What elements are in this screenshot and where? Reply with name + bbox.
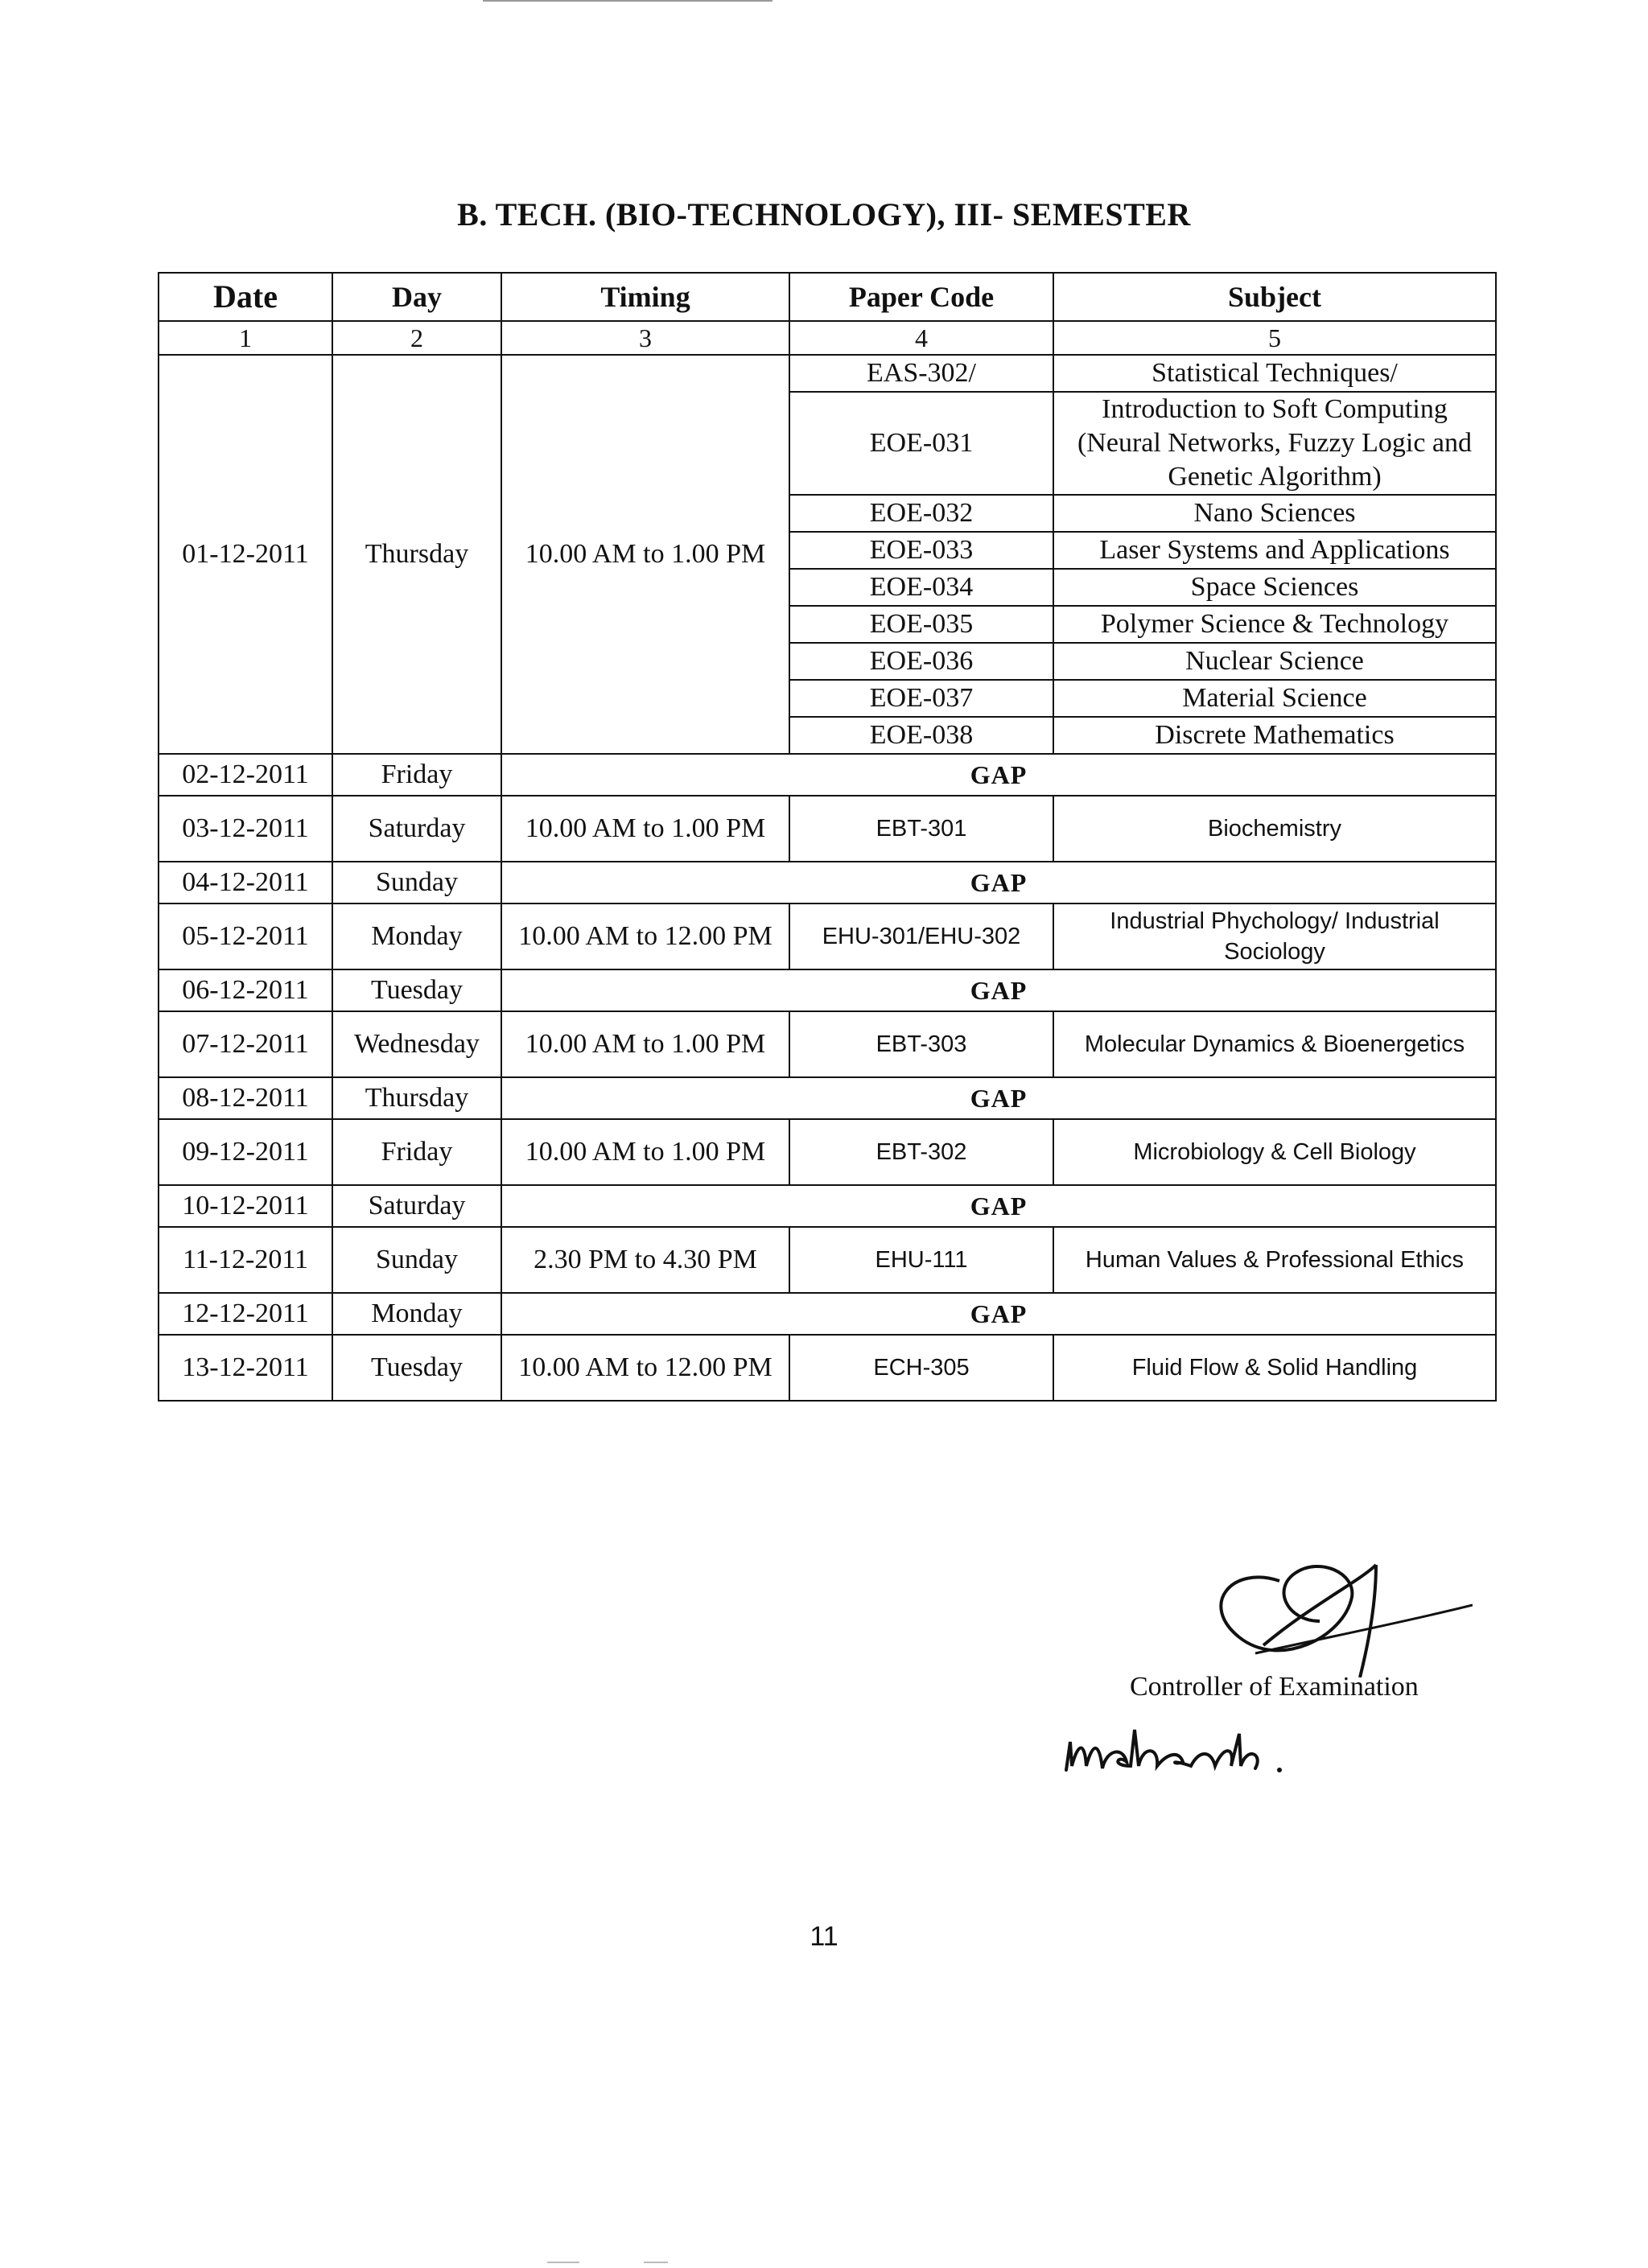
paper-code-cell: EBT-301 [789, 796, 1053, 862]
column-number: 1 [159, 321, 332, 355]
header-timing: Timing [501, 273, 789, 321]
subject-cell: Laser Systems and Applications [1053, 532, 1496, 569]
subject-cell: Polymer Science & Technology [1053, 606, 1496, 643]
day-cell: Wednesday [332, 1011, 501, 1077]
timing-cell: 10.00 AM to 12.00 PM [501, 903, 789, 969]
subject-cell: Introduction to Soft Computing (Neural Networks, Fuzzy Logic and Genetic Algorithm) [1053, 392, 1496, 495]
table-row [159, 1185, 1496, 1227]
day-cell: Sunday [332, 862, 501, 903]
date-cell: 01-12-2011 [159, 355, 332, 754]
paper-code-cell: EAS-302/ [789, 355, 1053, 392]
table-row [159, 355, 1496, 392]
day-cell: Monday [332, 903, 501, 969]
date-cell: 13-12-2011 [159, 1335, 332, 1401]
subject-cell: Microbiology & Cell Biology [1053, 1119, 1496, 1185]
paper-code-cell: EOE-038 [789, 717, 1053, 754]
day-cell: Friday [332, 754, 501, 796]
day-cell: Saturday [332, 796, 501, 862]
paper-code-cell: EOE-035 [789, 606, 1053, 643]
paper-code-cell: EOE-031 [789, 392, 1053, 495]
day-cell: Thursday [332, 355, 501, 754]
paper-code-cell: EHU-111 [789, 1227, 1053, 1293]
subject-cell: Fluid Flow & Solid Handling [1053, 1335, 1496, 1401]
table-row [159, 1227, 1496, 1293]
table-row [159, 754, 1496, 796]
header-paper-code: Paper Code [789, 273, 1053, 321]
date-cell: 06-12-2011 [159, 969, 332, 1011]
day-cell: Tuesday [332, 1335, 501, 1401]
table-row [159, 903, 1496, 969]
subject-cell: Statistical Techniques/ [1053, 355, 1496, 392]
timing-cell: 10.00 AM to 1.00 PM [501, 1119, 789, 1185]
timing-cell: 10.00 AM to 12.00 PM [501, 1335, 789, 1401]
column-number-row [159, 321, 1496, 355]
top-rule [483, 0, 772, 2]
table-row [159, 1119, 1496, 1185]
day-cell: Friday [332, 1119, 501, 1185]
subject-cell: Material Science [1053, 680, 1496, 717]
date-cell: 02-12-2011 [159, 754, 332, 796]
gap-cell: GAP [501, 969, 1496, 1011]
paper-code-cell: EOE-037 [789, 680, 1053, 717]
day-cell: Tuesday [332, 969, 501, 1011]
subject-cell: Discrete Mathematics [1053, 717, 1496, 754]
paper-code-cell: EBT-302 [789, 1119, 1053, 1185]
paper-code-cell: EOE-033 [789, 532, 1053, 569]
subject-cell: Molecular Dynamics & Bioenergetics [1053, 1011, 1496, 1077]
bottom-mark [547, 2262, 579, 2263]
paper-code-cell: EOE-036 [789, 643, 1053, 680]
date-cell: 05-12-2011 [159, 903, 332, 969]
table-row [159, 1011, 1496, 1077]
date-cell: 03-12-2011 [159, 796, 332, 862]
paper-code-cell: ECH-305 [789, 1335, 1053, 1401]
gap-cell: GAP [501, 1293, 1496, 1335]
day-cell: Saturday [332, 1185, 501, 1227]
date-cell: 04-12-2011 [159, 862, 332, 903]
day-cell: Thursday [332, 1077, 501, 1119]
controller-title: Controller of Examination [1130, 1672, 1419, 1702]
paper-code-cell: EBT-303 [789, 1011, 1053, 1077]
gap-cell: GAP [501, 1077, 1496, 1119]
timing-cell: 2.30 PM to 4.30 PM [501, 1227, 789, 1293]
date-cell: 11-12-2011 [159, 1227, 332, 1293]
column-number: 3 [501, 321, 789, 355]
paper-code-cell: EOE-034 [789, 569, 1053, 606]
handwritten-initials [1062, 1722, 1304, 1786]
day-cell: Sunday [332, 1227, 501, 1293]
subject-cell: Space Sciences [1053, 569, 1496, 606]
table-row [159, 862, 1496, 903]
timing-cell: 10.00 AM to 1.00 PM [501, 1011, 789, 1077]
date-cell: 12-12-2011 [159, 1293, 332, 1335]
header-date: Date [159, 273, 332, 321]
exam-schedule-table [158, 272, 1497, 1402]
table-row [159, 1293, 1496, 1335]
timing-cell: 10.00 AM to 1.00 PM [501, 355, 789, 754]
bottom-mark [644, 2262, 668, 2263]
timing-cell: 10.00 AM to 1.00 PM [501, 796, 789, 862]
table-row [159, 1335, 1496, 1401]
date-cell: 10-12-2011 [159, 1185, 332, 1227]
header-subject: Subject [1053, 273, 1496, 321]
table-row [159, 1077, 1496, 1119]
column-number: 4 [789, 321, 1053, 355]
header-row [159, 273, 1496, 321]
page-number: 11 [810, 1921, 838, 1952]
page-title: B. TECH. (BIO-TECHNOLOGY), III- SEMESTER [457, 196, 1191, 233]
subject-cell: Nano Sciences [1053, 495, 1496, 532]
controller-signature [1183, 1549, 1473, 1677]
subject-cell: Industrial Phychology/ Industrial Sociology [1053, 903, 1496, 969]
header-day: Day [332, 273, 501, 321]
date-cell: 08-12-2011 [159, 1077, 332, 1119]
subject-cell: Nuclear Science [1053, 643, 1496, 680]
gap-cell: GAP [501, 1185, 1496, 1227]
day-cell: Monday [332, 1293, 501, 1335]
table-row [159, 796, 1496, 862]
paper-code-cell: EHU-301/EHU-302 [789, 903, 1053, 969]
paper-code-cell: EOE-032 [789, 495, 1053, 532]
column-number: 2 [332, 321, 501, 355]
date-cell: 09-12-2011 [159, 1119, 332, 1185]
subject-cell: Human Values & Professional Ethics [1053, 1227, 1496, 1293]
column-number: 5 [1053, 321, 1496, 355]
gap-cell: GAP [501, 862, 1496, 903]
subject-cell: Biochemistry [1053, 796, 1496, 862]
gap-cell: GAP [501, 754, 1496, 796]
date-cell: 07-12-2011 [159, 1011, 332, 1077]
table-row [159, 969, 1496, 1011]
